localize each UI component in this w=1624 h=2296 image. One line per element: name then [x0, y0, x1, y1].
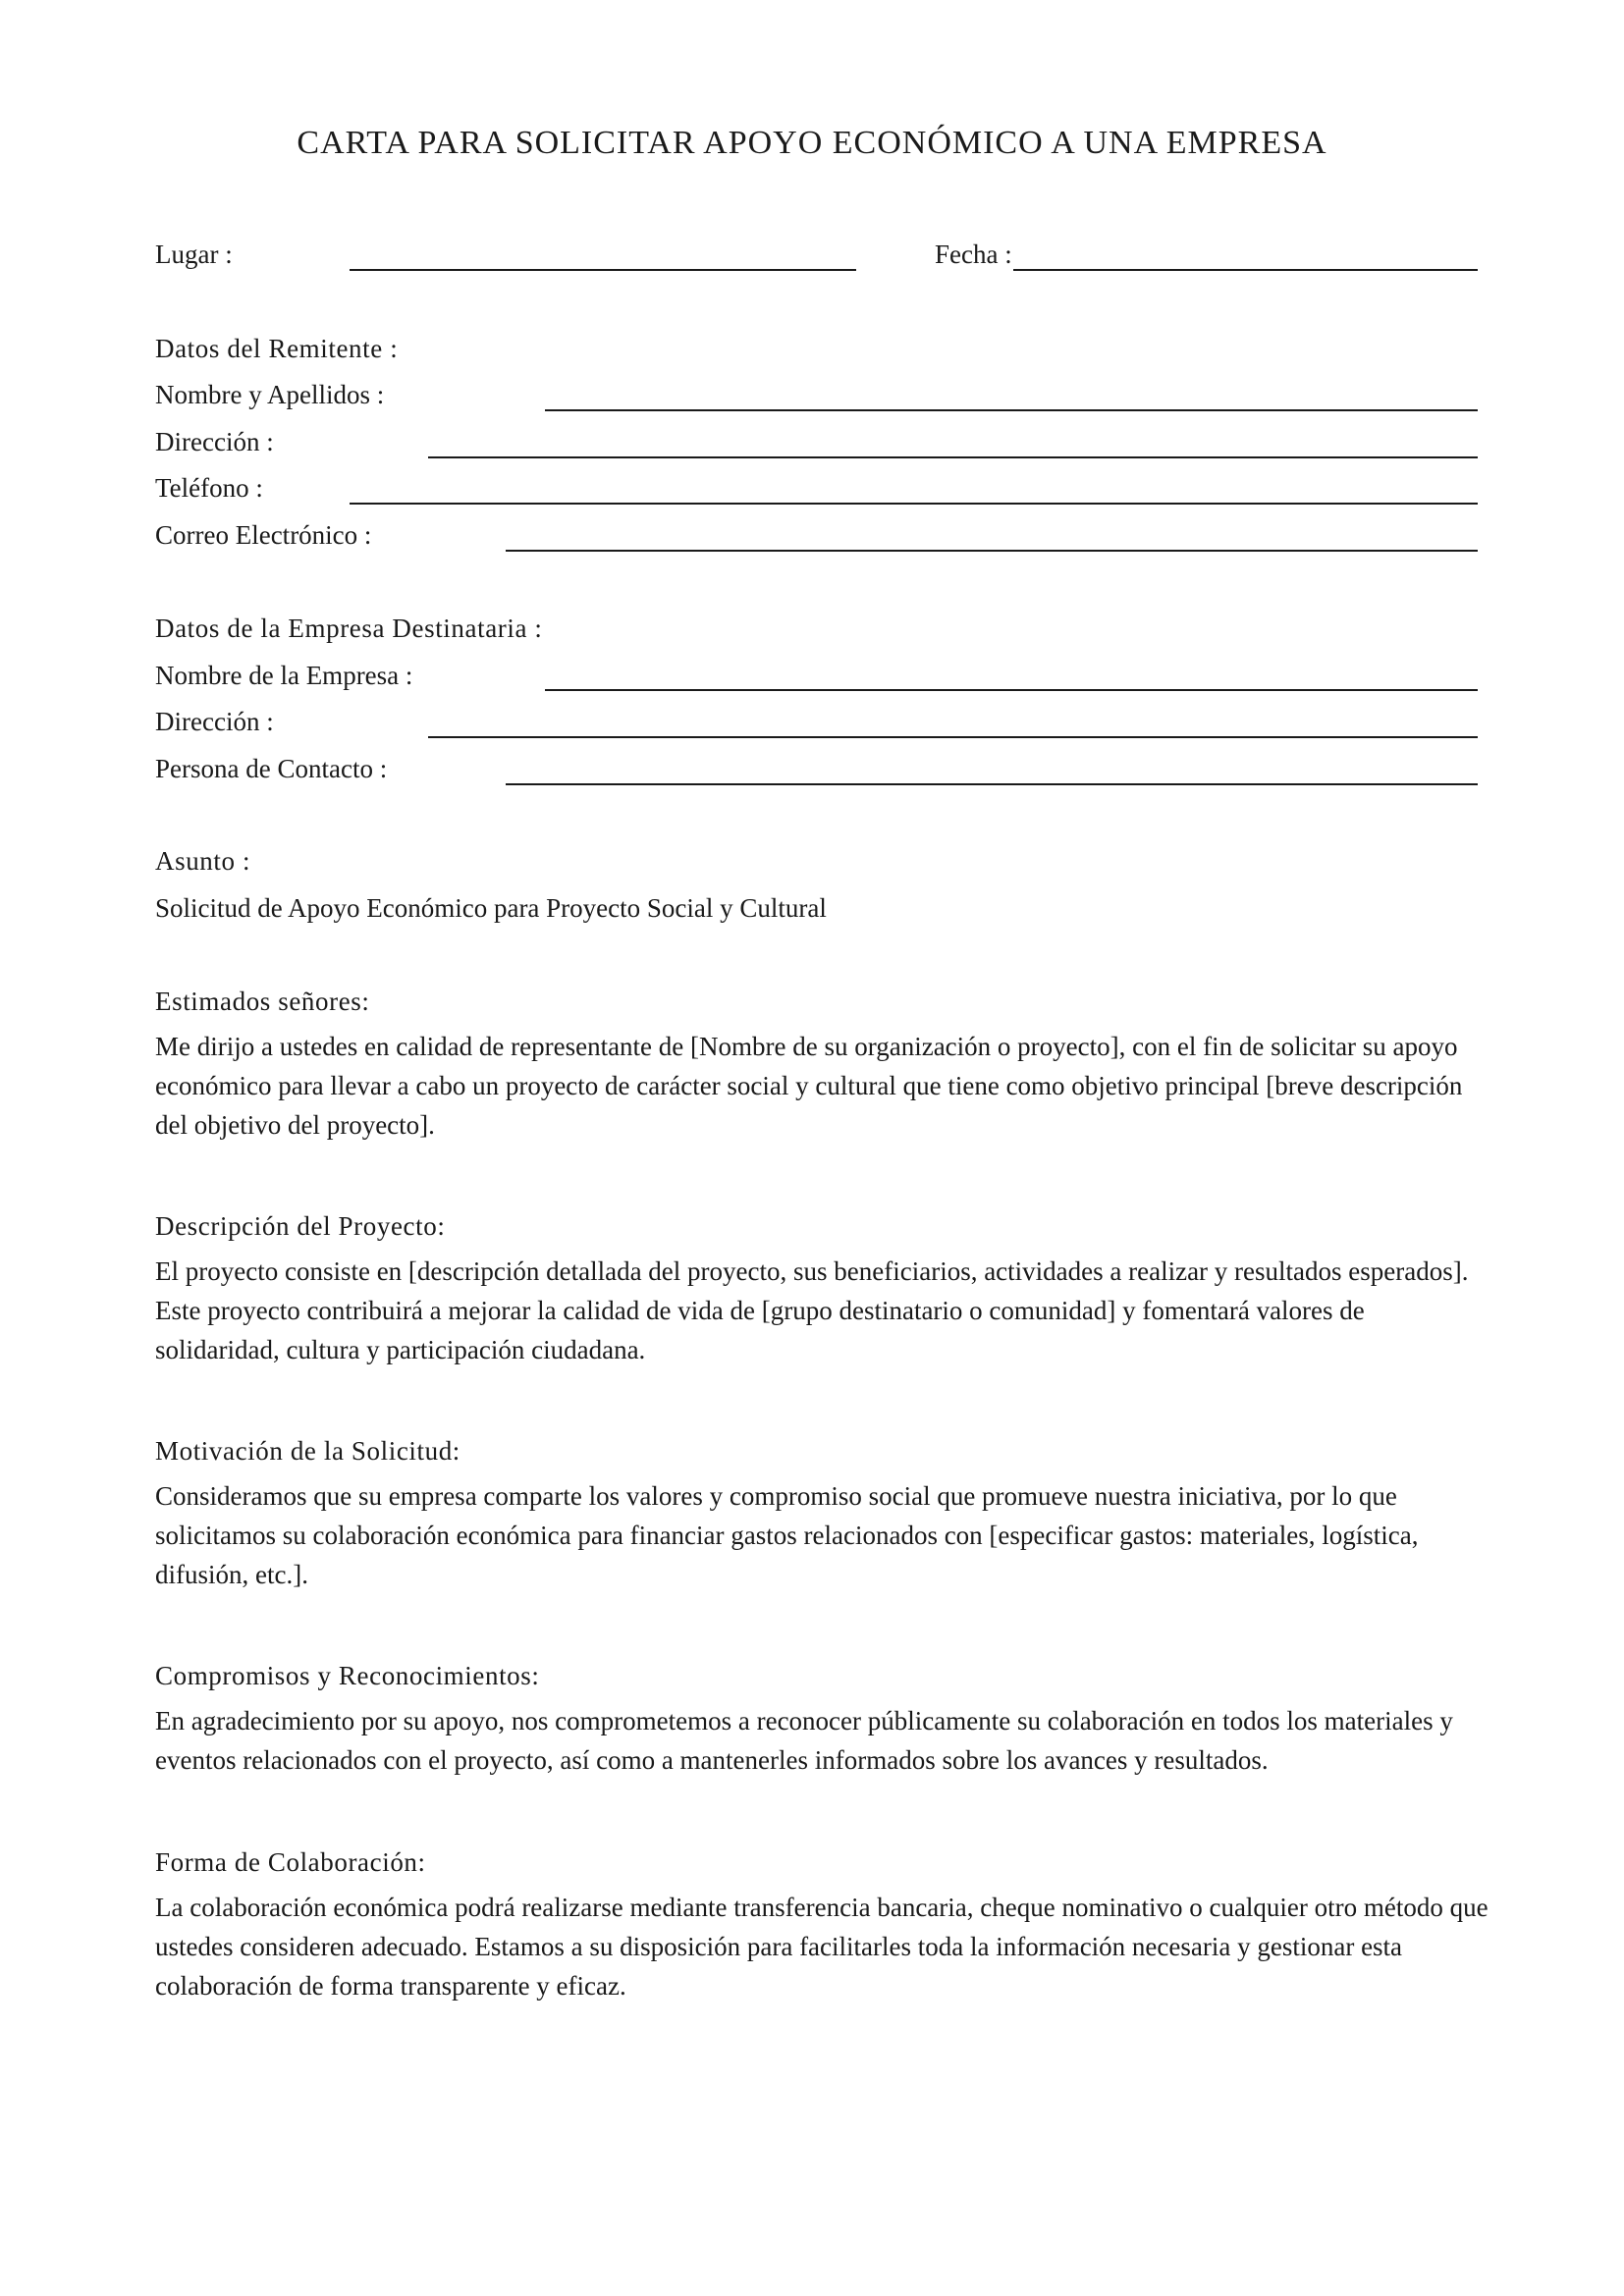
recipient-address-field[interactable] [428, 736, 1478, 738]
sender-email-field[interactable] [506, 550, 1478, 552]
date-field[interactable] [1013, 269, 1478, 271]
sender-address-field[interactable] [428, 456, 1478, 458]
sender-name-label: Nombre y Apellidos : [155, 380, 385, 409]
description-heading: Descripción del Proyecto: [155, 1211, 446, 1241]
motivation-heading: Motivación de la Solicitud: [155, 1436, 460, 1466]
place-label: Lugar : [155, 240, 233, 269]
sender-phone-label: Teléfono : [155, 473, 263, 503]
sender-heading: Datos del Remitente : [155, 334, 399, 363]
commitments-heading: Compromisos y Reconocimientos: [155, 1661, 540, 1690]
greeting-paragraph: Me dirijo a ustedes en calidad de representante de [Nombre de su organización o proyecto], con el fin de solicitar su apoyo económico para llevar a cabo un proyecto de carácter social y cultural que tiene como objetivo principal [breve descripción del objetivo del proyecto]. [155, 1032, 1463, 1140]
commitments-paragraph: En agradecimiento por su apoyo, nos comprometemos a reconocer públicamente su colaboración en todos los materiales y eventos relacionados con el proyecto, así como a mantenerles informados sobre los avances y resultados. [155, 1706, 1453, 1775]
sender-name-field[interactable] [545, 409, 1478, 411]
sender-phone-field[interactable] [350, 503, 1478, 505]
recipient-company-field[interactable] [545, 689, 1478, 691]
recipient-address-label: Dirección : [155, 707, 274, 736]
greeting-heading: Estimados señores: [155, 987, 370, 1016]
recipient-contact-field[interactable] [506, 783, 1478, 785]
recipient-company-label: Nombre de la Empresa : [155, 661, 413, 690]
description-paragraph: El proyecto consiste en [descripción detallada del proyecto, sus beneficiarios, actividades a realizar y resultados esperados]. Este proyecto contribuirá a mejorar la calidad de vida de [grupo destinatario o comunidad] y fomentará valores de solidaridad, cultura y participación ciudadana. [155, 1256, 1469, 1364]
sender-address-label: Dirección : [155, 427, 274, 456]
recipient-contact-label: Persona de Contacto : [155, 754, 388, 783]
motivation-paragraph: Consideramos que su empresa comparte los valores y compromiso social que promueve nuestra iniciativa, por lo que solicitamos su colaboración económica para financiar gastos relacionados con [especificar gastos: materiales, logística, difusión, etc.]. [155, 1481, 1419, 1589]
collaboration-paragraph: La colaboración económica podrá realizarse mediante transferencia bancaria, cheque nominativo o cualquier otro método que ustedes consideren adecuado. Estamos a su disposición para facilitarles toda la información necesaria y gestionar esta colaboración de forma transparente y eficaz. [155, 1893, 1489, 2001]
recipient-heading: Datos de la Empresa Destinataria : [155, 614, 543, 643]
place-field[interactable] [350, 269, 856, 271]
date-label: Fecha : [935, 240, 1012, 269]
subject-heading: Asunto : [155, 846, 251, 876]
sender-email-label: Correo Electrónico : [155, 520, 372, 550]
collaboration-heading: Forma de Colaboración: [155, 1847, 426, 1877]
document-title: CARTA PARA SOLICITAR APOYO ECONÓMICO A UNA EMPRESA [297, 125, 1327, 161]
subject-text: Solicitud de Apoyo Económico para Proyecto Social y Cultural [155, 893, 827, 923]
